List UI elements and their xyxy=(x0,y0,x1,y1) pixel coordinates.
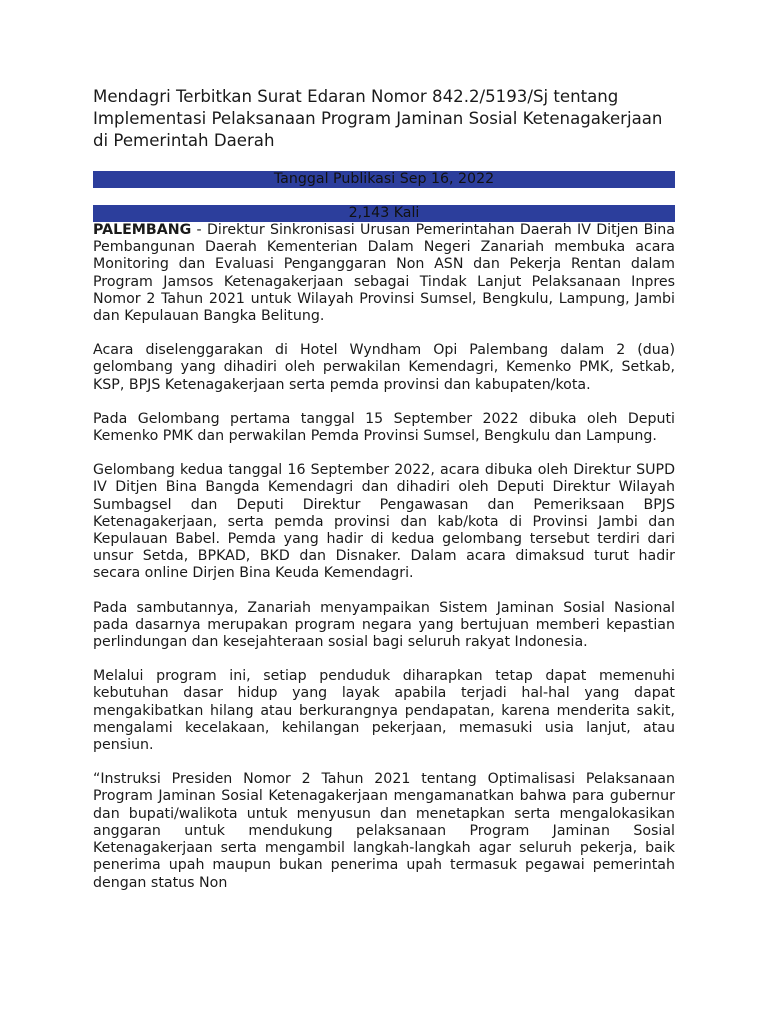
publication-date-bar: Tanggal Publikasi Sep 16, 2022 xyxy=(93,171,675,188)
article-paragraph-6: Melalui program ini, setiap penduduk diharapkan tetap dapat memenuhi kebutuhan dasar hidup yang layak apabila terjadi hal-hal yang dapat mengakibatkan hilang atau berkurangnya pendapatan, karena menderita sakit, mengalami kecelakaan, kehilangan pekerjaan, memasuki usia lanjut, atau pensiun. xyxy=(93,668,675,754)
article-title: Mendagri Terbitkan Surat Edaran Nomor 842.2/5193/Sj tentang Implementasi Pelaksanaan Program Jaminan Sosial Ketenagakerjaan di Pemerintah Daerah xyxy=(93,87,663,150)
article-paragraph-7: “Instruksi Presiden Nomor 2 Tahun 2021 tentang Optimalisasi Pelaksanaan Program Jaminan Sosial Ketenagakerjaan mengamanatkan bahwa para gubernur dan bupati/walikota untuk menyusun dan menetapkan serta mengalokasikan anggaran untuk mendukung pelaksanaan Program Jaminan Sosial Ketenagakerjaan serta mengambil langkah-langkah agar seluruh pekerja, baik penerima upah maupun bukan penerima upah termasuk pegawai pemerintah dengan status Non xyxy=(93,771,675,891)
dateline: PALEMBANG xyxy=(93,222,192,238)
view-count-bar: 2,143 Kali xyxy=(93,205,675,222)
article-paragraph-5: Pada sambutannya, Zanariah menyampaikan Sistem Jaminan Sosial Nasional pada dasarnya merupakan program negara yang bertujuan memberi kepastian perlindungan dan kesejahteraan sosial bagi seluruh rakyat Indonesia. xyxy=(93,599,675,651)
document-page xyxy=(93,86,675,909)
article-paragraph-3: Pada Gelombang pertama tanggal 15 September 2022 dibuka oleh Deputi Kemenko PMK dan perwakilan Pemda Provinsi Sumsel, Bengkulu dan Lampung. xyxy=(93,410,675,445)
article-paragraph-1 xyxy=(93,222,675,325)
dateline-separator: - xyxy=(191,222,207,238)
article-paragraph-4: Gelombang kedua tanggal 16 September 2022, acara dibuka oleh Direktur SUPD IV Ditjen Bina Bangda Kemendagri dan dihadiri oleh Deputi Direktur Wilayah Sumbagsel dan Deputi Direktur Pengawasan dan Pemeriksaan BPJS Ketenagakerjaan, serta pemda provinsi dan kab/kota di Provinsi Jambi dan Kepulauan Babel. Pemda yang hadir di kedua gelombang tersebut terdiri dari unsur Setda, BPKAD, BKD dan Disnaker. Dalam acara dimaksud turut hadir secara online Dirjen Bina Keuda Kemendagri. xyxy=(93,462,675,582)
article-paragraph-2: Acara diselenggarakan di Hotel Wyndham Opi Palembang dalam 2 (dua) gelombang yang dihadiri oleh perwakilan Kemendagri, Kemenko PMK, Setkab, KSP, BPJS Ketenagakerjaan serta pemda provinsi dan kabupaten/kota. xyxy=(93,342,675,393)
paragraph-1-text: Direktur Sinkronisasi Urusan Pemerintahan Daerah IV Ditjen Bina Pembangunan Daerah Kementerian Dalam Negeri Zanariah membuka acara Monitoring dan Evaluasi Penganggaran Non ASN dan Pekerja Rentan dalam Program Jamsos Ketenagakerjaan sebagai Tindak Lanjut Pelaksanaan Inpres Nomor 2 Tahun 2021 untuk Wilayah Provinsi Sumsel, Bengkulu, Lampung, Jambi dan Kepulauan Bangka Belitung. xyxy=(93,222,675,325)
